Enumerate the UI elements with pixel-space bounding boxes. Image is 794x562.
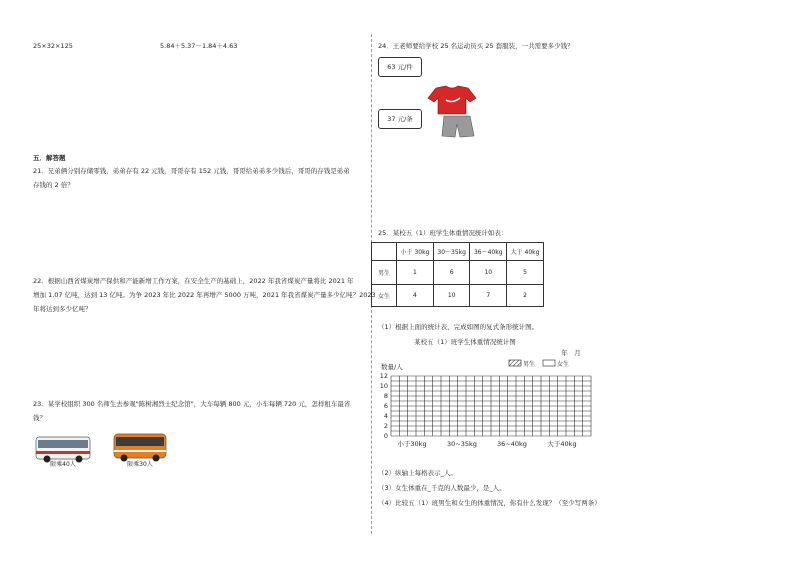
table-row-label: 男生 (372, 261, 397, 285)
y-tick-label: 4 (383, 412, 388, 420)
table-cell: 10 (470, 261, 507, 285)
question-25-sub4: （4）比较五（1）班男生和女生的体重情况，你有什么发现？（至少写两条） (378, 499, 601, 507)
bus-40-label: 限乘40人 (50, 461, 76, 467)
legend-swatch-girls (543, 360, 555, 366)
question-21-line1: 21．兄弟俩分别存储零钱，弟弟存有 22 元钱，哥哥存有 152 元钱，哥哥给弟弟多少钱后，哥哥的存钱是弟弟 (33, 167, 350, 175)
y-tick-label: 6 (383, 402, 388, 410)
calc-expr-1: 25×32×125 (33, 42, 73, 50)
table-cell: 2 (507, 285, 544, 307)
question-25-sub1: （1）根据上面的统计表，完成如图的复式条形统计图。 (378, 323, 539, 331)
legend-label-boys: 男生 (523, 361, 536, 368)
section-title: 五．解答题 (33, 154, 66, 162)
x-category-label: 小于30kg (397, 440, 427, 448)
table-cell: 1 (397, 261, 434, 285)
table-header: 小于 30kg (397, 243, 434, 261)
shorts-price-box: 37 元/条 (378, 109, 422, 129)
table-cell: 10 (433, 285, 470, 307)
table-cell: 5 (507, 261, 544, 285)
legend-swatch-boys (509, 360, 521, 366)
chart-title: 某校五（1）班学生体重情况统计图 (414, 338, 516, 346)
table-header: 30～35kg (433, 243, 470, 261)
table-header: 大于 40kg (507, 243, 544, 261)
question-25-sub2: （2）纵轴上每格表示_人。 (378, 469, 457, 477)
bar-chart (375, 334, 595, 456)
table-row-label: 女生 (372, 285, 397, 307)
question-23-line1: 23．某学校组织 300 名师生去参观"陈树湘烈士纪念馆"，大车每辆 800 元，小车每辆 720 元，怎样租车最省 (33, 400, 351, 408)
table-header: 36～40kg (470, 243, 507, 261)
y-tick-label: 0 (383, 432, 388, 440)
question-25-sub3: （3）女生体重在_千克的人数最少，是_人。 (378, 484, 506, 492)
weight-table (371, 242, 544, 307)
bus-30-image (112, 431, 168, 467)
x-category-label: 大于40kg (547, 440, 577, 448)
x-category-label: 30~35kg (447, 440, 477, 448)
legend-label-girls: 女生 (557, 361, 570, 368)
question-22-line2: 增加 1.07 亿吨，达到 13 亿吨。为争 2023 年比 2022 年再增产 5000 万吨，2021 年我省煤炭产量多少亿吨？2023 (33, 291, 376, 299)
question-25-text: 25．某校五（1）班学生体重情况统计如表： (378, 229, 508, 237)
y-tick-label: 8 (383, 392, 388, 400)
y-tick-label: 10 (379, 382, 388, 390)
shirt-price-box: 63 元/件 (378, 57, 422, 77)
clothes-image (418, 84, 490, 140)
table-cell: 4 (397, 285, 434, 307)
y-tick-label: 2 (383, 422, 388, 430)
table-cell: 6 (433, 261, 470, 285)
chart-date-label: 年 月 (561, 349, 581, 357)
question-22-line3: 年将达到多少亿吨？ (33, 305, 92, 313)
question-22-line1: 22．根据山西省煤炭增产保供和产能新增工作方案，在安全生产的基础上，2022 年我省煤炭产量将比 2021 年 (33, 277, 354, 285)
chart-ylabel: 数量/人 (381, 363, 403, 371)
calc-expr-2: 5.84＋5.37－1.84＋4.63 (160, 42, 238, 50)
table-cell: 7 (470, 285, 507, 307)
y-tick-label: 12 (379, 372, 388, 380)
x-category-label: 36~40kg (497, 440, 527, 448)
bus-30-label: 限乘30人 (127, 461, 153, 467)
bus-40-image (34, 433, 92, 467)
question-21-line2: 存钱的 2 倍？ (33, 181, 74, 189)
table-header-empty (372, 243, 397, 261)
question-23-line2: 钱？ (33, 414, 46, 422)
question-24-text: 24．王老师要给学校 25 名运动员买 25 套服装，一共需要多少钱？ (378, 42, 574, 50)
